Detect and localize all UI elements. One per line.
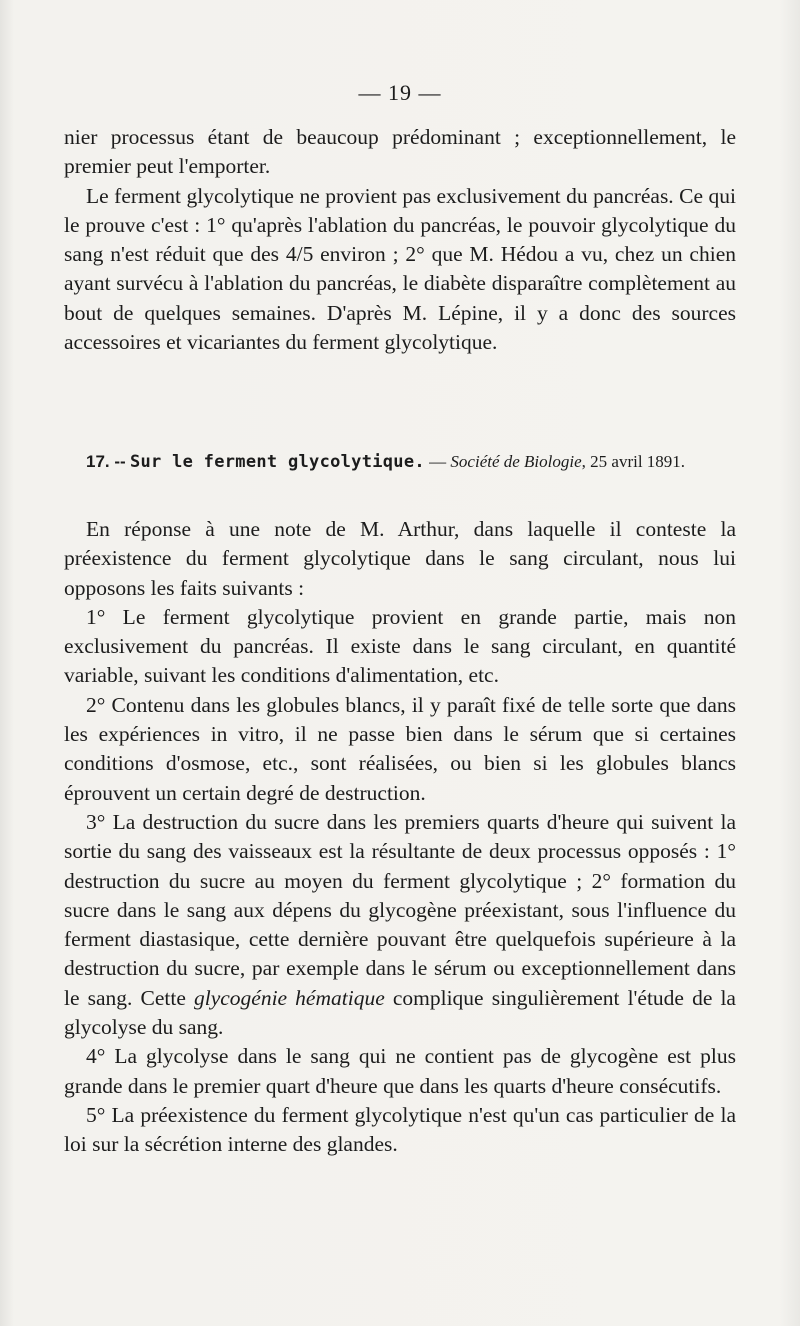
section-title: Sur le ferment glycolytique. — [129, 452, 425, 472]
paragraph: 1° Le ferment glycolytique provient en grande partie, mais non exclusivement du pancréas. Il existe dans le sang circulant, en quantité variable, suivant les conditions d'alimentation, etc. — [64, 604, 736, 688]
page-number: — 19 — — [358, 80, 442, 105]
heading-dash: — — [424, 452, 451, 471]
paragraph-text: complique singulièrement l'étude de la glycolyse du sang. — [64, 985, 736, 1040]
paragraph: En réponse à une note de M. Arthur, dans laquelle il conteste la préexistence du ferment glycolytique dans le sang circulant, nous lui opposons les faits suivants : — [64, 517, 736, 600]
paragraph: Le ferment glycolytique ne provient pas exclusivement du pancréas. Ce qui le prouve c'est : 1° qu'après l'ablation du pancréas, le pouvoir glycolytique du sang n'est réduit que des 4/5 environ ; 2° que M. Hédou a vu, chez un chien ayant survécu à l'ablation du pancréas, le diabète disparaître complètement au bout de quelques semaines. D'après M. Lépine, il y a donc des sources accessoires et vicariantes du ferment glycolytique. — [64, 183, 736, 355]
paragraph: 2° Contenu dans les globules blancs, il y paraît fixé de telle sorte que dans les expériences in vitro, il ne passe bien dans le sérum que si certaines conditions d'osmose, etc., sont réalisées, ou bien si les globules blancs éprouvent un certain degré de destruction. — [64, 692, 736, 805]
paragraph-text: 3° La destruction du sucre dans les premiers quarts d'heure qui suivent la sortie du sang des vaisseaux est la résultante de deux processus opposés : 1° destruction du sucre au moyen du ferment glycolytique ; 2° formation du sucre dans le sang aux dépens du glycogène préexistant, sous l'influence du ferment diastasique, cette dernière pouvant être quelquefois supérieure à la destruction du sucre, par exemple dans le sérum ou exceptionnellement dans le sang. Cette — [64, 809, 736, 1010]
section-heading — [86, 452, 726, 472]
journal-name: Société de Biologie — [450, 452, 582, 471]
section-body — [64, 515, 736, 1160]
italic-term: glycogénie hématique — [193, 985, 385, 1010]
publication-date: , 25 avril 1891. — [581, 452, 686, 471]
intro-text — [64, 123, 736, 357]
paragraph: 5° La préexistence du ferment glycolytique n'est qu'un cas particulier de la loi sur la sécrétion interne des glandes. — [64, 1102, 736, 1157]
paragraph: 4° La glycolyse dans le sang qui ne contient pas de glycogène est plus grande dans le premier quart d'heure que dans les quarts d'heure consécutifs. — [64, 1044, 736, 1098]
paragraph: nier processus étant de beaucoup prédominant ; exceptionnellement, le premier peut l'emporter. — [64, 125, 736, 179]
section-number: 17. -- — [86, 452, 126, 471]
paragraph — [64, 808, 736, 1042]
